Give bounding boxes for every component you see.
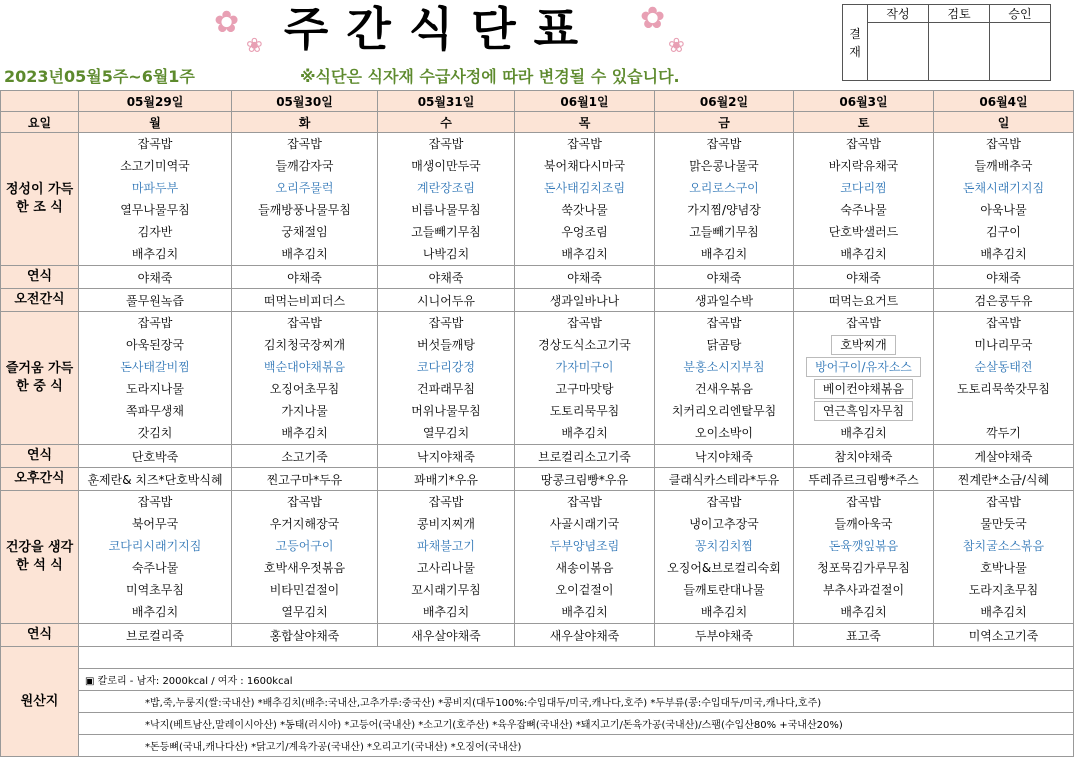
dish-item: 잡곡밥 — [287, 137, 322, 151]
dish-item: 북어채다시마국 — [543, 159, 626, 173]
menu-cell: 훈제란& 치즈*단호박식혜 — [79, 468, 232, 491]
menu-cell: 풀무원녹즙 — [79, 289, 232, 312]
dish-item: 배추김치 — [131, 247, 179, 261]
menu-cell: 찐고구마*두유 — [232, 468, 378, 491]
dish-item: 계란장조림 — [417, 181, 475, 195]
dish-item: 새송이볶음 — [555, 561, 614, 575]
menu-cell: 홍합살야채죽 — [232, 624, 378, 647]
row-label-snack1: 오전간식 — [1, 289, 79, 312]
dish-item: 사골시래기국 — [549, 517, 620, 531]
header — [0, 0, 1074, 90]
dish-item: 잡곡밥 — [567, 316, 602, 330]
dish-item: 잡곡밥 — [428, 495, 464, 509]
dish-item: 배추김치 — [422, 605, 470, 619]
menu-cell — [378, 491, 515, 624]
dish-item: 경상도식소고기국 — [538, 338, 631, 352]
dish-item: 돈채시래기지짐 — [962, 181, 1045, 195]
dish-item: 코다리찜 — [840, 181, 887, 195]
dish-item: 오징어초무침 — [269, 382, 340, 396]
dish-item: 돈사태갈비찜 — [120, 360, 190, 374]
dish-item: 배추김치 — [840, 247, 887, 261]
menu-cell: 클래식카스테라*두유 — [655, 468, 794, 491]
dish-item: 도토리묵무침 — [549, 404, 620, 418]
dish-item: 소고기미역국 — [120, 159, 190, 173]
weekday-header: 토 — [794, 112, 934, 133]
menu-cell — [934, 312, 1074, 445]
dish-item: 치커리오리엔탈무침 — [671, 404, 777, 418]
dish-item: 열무나물무침 — [120, 203, 190, 217]
menu-cell: 꽈배기*우유 — [378, 468, 515, 491]
menu-cell — [232, 312, 378, 445]
meal-label-lunch: 즐거움 가득한 중 식 — [1, 312, 79, 445]
menu-cell: 떠먹는비피더스 — [232, 289, 378, 312]
dish-item: 마파두부 — [131, 181, 179, 195]
menu-cell — [934, 491, 1074, 624]
menu-cell — [515, 491, 655, 624]
dish-item — [794, 334, 933, 356]
menu-cell: 야채죽 — [794, 266, 934, 289]
dish-item: 잡곡밥 — [137, 495, 173, 509]
dish-item: 열무김치 — [422, 426, 470, 440]
menu-cell — [655, 312, 794, 445]
dish-item: 돈육깻잎볶음 — [828, 539, 899, 553]
approval-col: 작성 — [868, 5, 929, 23]
dish-item: 꽁치김치찜 — [695, 539, 753, 553]
menu-cell: 시니어두유 — [378, 289, 515, 312]
dish-item: 바지락유채국 — [828, 159, 899, 173]
date-header: 06월3일 — [794, 91, 934, 112]
dish-item: 오이소박이 — [695, 426, 753, 440]
dish-item: 숙주나물 — [131, 561, 179, 575]
dish-item — [794, 356, 933, 378]
dish-item: 잡곡밥 — [137, 137, 173, 151]
dish-item: 갓김치 — [137, 426, 173, 440]
dish-item: 배추김치 — [700, 605, 748, 619]
row-label-snack2: 오후간식 — [1, 468, 79, 491]
dish-item — [794, 378, 933, 400]
dish-item: 잡곡밥 — [567, 495, 602, 509]
dish-item: 청포묵김가루무침 — [817, 561, 910, 575]
dish-item: 맑은콩나물국 — [689, 159, 759, 173]
dish-item: 냉이고추장국 — [689, 517, 759, 531]
dish-item: 들깨토란대나물 — [683, 583, 765, 597]
date-header: 06월1일 — [515, 91, 655, 112]
dish-item-boxed: 호박찌개 — [831, 335, 895, 355]
dish-item-boxed: 연근흑임자무침 — [814, 401, 913, 421]
approval-box — [842, 4, 1051, 81]
dish-item: 꼬시래기무침 — [411, 583, 481, 597]
menu-cell — [79, 133, 232, 266]
weekday-header: 목 — [515, 112, 655, 133]
dish-item: 잡곡밥 — [567, 137, 602, 151]
date-header: 05월30일 — [232, 91, 378, 112]
dish-item: 돈사태김치조림 — [543, 181, 626, 195]
dish-item: 물만둣국 — [980, 517, 1027, 531]
date-range: 2023년05월5주~6월1주 — [4, 67, 195, 86]
menu-cell: 새우살야채죽 — [515, 624, 655, 647]
blossom-icon: ❀ — [246, 33, 263, 57]
dish-item: 아욱된장국 — [126, 338, 184, 352]
menu-cell — [515, 312, 655, 445]
dish-item: 쪽파무생채 — [126, 404, 184, 418]
menu-cell: 브로컬리소고기죽 — [515, 445, 655, 468]
page-title: 주간식단표 — [283, 2, 597, 56]
row-label-soft2: 연식 — [1, 445, 79, 468]
dish-item: 고사리나물 — [417, 561, 475, 575]
menu-cell — [655, 491, 794, 624]
meal-label-breakfast: 정성이 가득한 조 식 — [1, 133, 79, 266]
menu-cell: 참치야채죽 — [794, 445, 934, 468]
menu-cell: 야채죽 — [232, 266, 378, 289]
dish-item: 콩비지찌개 — [417, 517, 475, 531]
dish-item: 비타민겉절이 — [269, 583, 340, 597]
dish-item: 쑥갓나물 — [561, 203, 608, 217]
dish-item: 고등어구이 — [275, 539, 334, 553]
dish-item: 고들빼기무침 — [689, 225, 759, 239]
dish-item: 잡곡밥 — [428, 316, 464, 330]
dish-item: 배추김치 — [700, 247, 748, 261]
menu-cell: 낙지야채죽 — [655, 445, 794, 468]
date-header: 05월29일 — [79, 91, 232, 112]
dish-item: 배추김치 — [561, 605, 608, 619]
dish-item: 숙주나물 — [840, 203, 887, 217]
dish-item: 고들빼기무침 — [411, 225, 481, 239]
notice: ※식단은 식자재 수급사정에 따라 변경될 수 있습니다. — [300, 67, 680, 86]
dish-item: 오징어&브로컬리숙회 — [667, 561, 781, 575]
dish-item: 단호박샐러드 — [828, 225, 899, 239]
dish-item: 부추사과겉절이 — [822, 583, 905, 597]
row-label-soft3: 연식 — [1, 624, 79, 647]
menu-cell — [79, 491, 232, 624]
dish-item: 가자미구이 — [555, 360, 614, 374]
dish-item: 매생이만두국 — [411, 159, 481, 173]
blossom-icon: ❀ — [668, 33, 685, 57]
dish-item: 배추김치 — [840, 426, 887, 440]
weekday-header: 화 — [232, 112, 378, 133]
dish-item: 머위나물무침 — [411, 404, 481, 418]
dish-item: 잡곡밥 — [846, 316, 881, 330]
dish-item: 들깨아욱국 — [834, 517, 893, 531]
dish-item: 잡곡밥 — [137, 316, 173, 330]
dish-item: 도토리묵쑥갓무침 — [957, 382, 1050, 396]
dish-item: 우거지해장국 — [269, 517, 340, 531]
menu-cell: 단호박죽 — [79, 445, 232, 468]
menu-cell — [794, 133, 934, 266]
menu-cell — [79, 312, 232, 445]
menu-cell — [934, 133, 1074, 266]
menu-cell: 낙지야채죽 — [378, 445, 515, 468]
approval-sign-box[interactable] — [990, 23, 1051, 81]
approval-label: 결 재 — [843, 5, 868, 81]
menu-cell: 게살야채죽 — [934, 445, 1074, 468]
dish-item: 참치굴소스볶음 — [962, 539, 1045, 553]
dish-item: 배추김치 — [980, 247, 1027, 261]
menu-cell — [378, 133, 515, 266]
menu-cell: 떠먹는요거트 — [794, 289, 934, 312]
dish-item: 들깨배추국 — [974, 159, 1033, 173]
menu-cell: 검은콩두유 — [934, 289, 1074, 312]
dish-item: 우엉조림 — [561, 225, 608, 239]
dish-item: 배추김치 — [840, 605, 887, 619]
dish-item-boxed: 방어구이/유자소스 — [806, 357, 921, 377]
dish-item: 배추김치 — [561, 247, 608, 261]
dish-item: 호박새우젓볶음 — [263, 561, 346, 575]
dish-item: 궁채절임 — [281, 225, 328, 239]
menu-cell: 새우살야채죽 — [378, 624, 515, 647]
menu-cell: 두부야채죽 — [655, 624, 794, 647]
dish-item: 파채불고기 — [417, 539, 475, 553]
dish-item: 미역초무침 — [126, 583, 184, 597]
dish-item: 고구마맛탕 — [555, 382, 614, 396]
menu-cell — [232, 133, 378, 266]
dish-item: 북어무국 — [131, 517, 179, 531]
dish-item: 김구이 — [986, 225, 1021, 239]
menu-cell: 미역소고기죽 — [934, 624, 1074, 647]
menu-cell: 생과일수박 — [655, 289, 794, 312]
dish-item: 잡곡밥 — [846, 495, 881, 509]
approval-sign-box[interactable] — [868, 23, 929, 81]
weekday-header: 금 — [655, 112, 794, 133]
dish-item: 잡곡밥 — [428, 137, 464, 151]
meal-label-dinner: 건강을 생각한 석 식 — [1, 491, 79, 624]
dish-item: 깍두기 — [986, 426, 1021, 440]
origin-label: 원산지 — [1, 647, 79, 757]
approval-col: 검토 — [929, 5, 990, 23]
dish-item: 배추김치 — [281, 247, 328, 261]
menu-cell: 야채죽 — [378, 266, 515, 289]
dish-item: 호박나물 — [980, 561, 1027, 575]
dish-item: 김자반 — [137, 225, 173, 239]
dish-item — [934, 400, 1073, 422]
dish-item: 들깨방풍나물무침 — [258, 203, 351, 217]
menu-cell: 야채죽 — [934, 266, 1074, 289]
dish-item: 잡곡밥 — [986, 495, 1021, 509]
corner-cell — [1, 91, 79, 112]
date-header: 06월4일 — [934, 91, 1074, 112]
dish-item: 오이겉절이 — [555, 583, 614, 597]
spacer-row — [79, 647, 1074, 669]
dish-item: 코다리시래기지짐 — [108, 539, 202, 553]
dish-item: 잡곡밥 — [986, 316, 1021, 330]
dish-item: 닭곰탕 — [706, 338, 742, 352]
dish-item: 열무김치 — [281, 605, 328, 619]
weekday-header: 수 — [378, 112, 515, 133]
dish-item: 비름나물무침 — [411, 203, 481, 217]
origin-line: *돈등뼈(국내,캐나다산) *닭고기/계육가공(국내산) *오리고기(국내산) *오징어(국내산) — [79, 735, 1074, 757]
blossom-icon: ✿ — [214, 5, 240, 40]
menu-cell — [655, 133, 794, 266]
dish-item: 나박김치 — [422, 247, 470, 261]
dish-item: 배추김치 — [281, 426, 328, 440]
weekday-label: 요일 — [1, 112, 79, 133]
dish-item: 잡곡밥 — [287, 316, 322, 330]
dish-item: 미나리무국 — [974, 338, 1033, 352]
dish-item: 배추김치 — [980, 605, 1027, 619]
menu-cell: 생과일바나나 — [515, 289, 655, 312]
origin-line: *낙지(베트남산,말레이시아산) *동태(러시아) *고등어(국내산) *소고기(호주산) *육우잡뼈(국내산) *돼지고기/돈육가공(국내산)/스팸(수입산80% +국내산20%) — [79, 713, 1074, 735]
menu-cell: 뚜레쥬르크림빵*주스 — [794, 468, 934, 491]
menu-cell — [378, 312, 515, 445]
dish-item: 가지나물 — [281, 404, 328, 418]
weekday-header: 일 — [934, 112, 1074, 133]
dish-item: 백순대야채볶음 — [263, 360, 346, 374]
menu-cell: 땅콩크림빵*우유 — [515, 468, 655, 491]
dish-item: 잡곡밥 — [986, 137, 1021, 151]
approval-col: 승인 — [990, 5, 1051, 23]
dish-item: 가지찜/양념장 — [687, 203, 761, 217]
origin-line: *밥,죽,누룽지(쌀:국내산) *배추김치(배추:국내산,고추가루:중국산) *콩비지(대두100%:수입대두/미국,캐나다,호주) *두부류(콩:수입대두/미국,캐나다,호주) — [79, 691, 1074, 713]
dish-item: 잡곡밥 — [706, 137, 742, 151]
dish-item: 도라지초무침 — [968, 583, 1039, 597]
dish-item: 김치청국장찌개 — [263, 338, 346, 352]
menu-cell: 야채죽 — [655, 266, 794, 289]
menu-cell: 야채죽 — [515, 266, 655, 289]
dish-item: 배추김치 — [561, 426, 608, 440]
dish-item: 건파래무침 — [417, 382, 475, 396]
dish-item: 도라지나물 — [126, 382, 184, 396]
menu-cell: 찐계란*소금/식혜 — [934, 468, 1074, 491]
dish-item: 들깨감자국 — [275, 159, 334, 173]
dish-item: 분홍소시지부침 — [683, 360, 765, 374]
dish-item: 잡곡밥 — [706, 495, 742, 509]
menu-cell — [794, 491, 934, 624]
dish-item: 잡곡밥 — [706, 316, 742, 330]
weekday-header: 월 — [79, 112, 232, 133]
dish-item: 코다리강정 — [417, 360, 475, 374]
dish-item: 순살동태전 — [974, 360, 1033, 374]
menu-cell — [794, 312, 934, 445]
row-label-soft1: 연식 — [1, 266, 79, 289]
dish-item — [794, 400, 933, 422]
dish-item: 잡곡밥 — [287, 495, 322, 509]
dish-item: 버섯들깨탕 — [417, 338, 475, 352]
blossom-icon: ✿ — [640, 1, 666, 36]
dish-item: 잡곡밥 — [846, 137, 881, 151]
menu-cell: 브로컬리죽 — [79, 624, 232, 647]
dish-item-boxed: 베이컨야채볶음 — [814, 379, 913, 399]
dish-item: 오리로스구이 — [689, 181, 759, 195]
dish-item: 건새우볶음 — [695, 382, 753, 396]
menu-cell: 야채죽 — [79, 266, 232, 289]
menu-cell — [515, 133, 655, 266]
menu-cell: 표고죽 — [794, 624, 934, 647]
menu-cell: 소고기죽 — [232, 445, 378, 468]
dish-item: 두부양념조림 — [549, 539, 620, 553]
dish-item: 배추김치 — [131, 605, 179, 619]
dish-item: 아욱나물 — [980, 203, 1027, 217]
dish-item: 오리주물럭 — [275, 181, 334, 195]
menu-cell — [232, 491, 378, 624]
date-header: 06월2일 — [655, 91, 794, 112]
date-header: 05월31일 — [378, 91, 515, 112]
approval-sign-box[interactable] — [929, 23, 990, 81]
weekly-menu-table — [0, 90, 1074, 757]
calorie-note: ▣ 칼로리 - 남자: 2000kcal / 여자 : 1600kcal — [79, 669, 1074, 691]
